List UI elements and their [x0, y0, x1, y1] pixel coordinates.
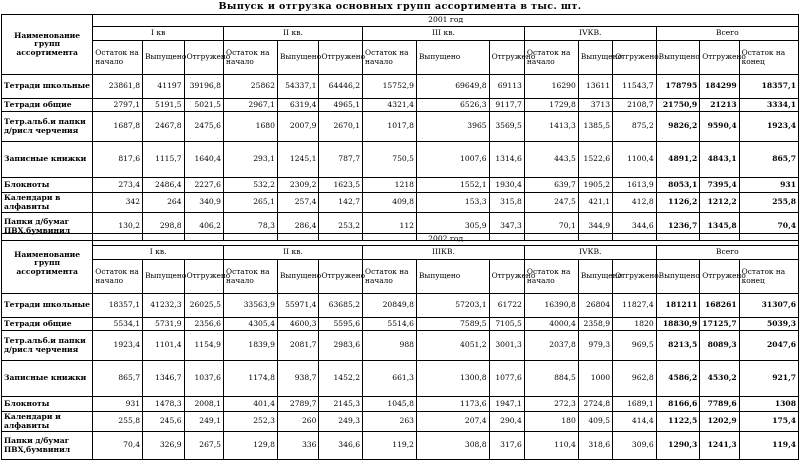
quarter-header-1: I кв.	[93, 246, 224, 260]
value-cell: 1820	[613, 318, 657, 331]
total-cell: 4586,2	[656, 361, 700, 397]
data-table-2002	[1, 233, 799, 460]
value-cell: 61722	[489, 294, 524, 318]
subcolumn-header: Остаток на начало	[363, 260, 417, 294]
value-cell: 2486,4	[143, 178, 185, 193]
value-cell: 414,4	[613, 412, 657, 432]
value-cell: 41197	[143, 75, 185, 99]
total-cell: 1923,4	[739, 112, 798, 142]
value-cell: 15752,9	[363, 75, 417, 99]
row-label: Записные книжки	[2, 142, 93, 178]
value-cell: 1905,2	[578, 178, 612, 193]
subcolumn-header: Отгружено	[613, 41, 657, 75]
value-cell: 142,7	[319, 193, 363, 213]
value-cell: 1413,3	[524, 112, 578, 142]
value-cell: 326,9	[143, 432, 185, 460]
value-cell: 2475,6	[184, 112, 223, 142]
value-cell: 865,7	[93, 361, 143, 397]
total-cell: 18830,9	[656, 318, 700, 331]
value-cell: 112	[363, 213, 417, 241]
value-cell: 1077,6	[489, 361, 524, 397]
value-cell: 336	[277, 432, 319, 460]
subcolumn-header: Выпущено	[143, 260, 185, 294]
total-cell: 21213	[700, 99, 739, 112]
table-row-school-notebooks	[2, 75, 799, 99]
value-cell: 1174,8	[224, 361, 278, 397]
table-row-notepads	[2, 178, 799, 193]
subcolumn-header: Отгружено	[184, 260, 223, 294]
total-cell: 178795	[656, 75, 700, 99]
value-cell: 257,4	[277, 193, 319, 213]
value-cell: 20849,8	[363, 294, 417, 318]
value-cell: 1115,7	[143, 142, 185, 178]
value-cell: 1623,5	[319, 178, 363, 193]
value-cell: 661,3	[363, 361, 417, 397]
value-cell: 342	[93, 193, 143, 213]
header-row-quarters	[2, 27, 799, 41]
value-cell: 16290	[524, 75, 578, 99]
value-cell: 1101,4	[143, 331, 185, 361]
header-row-subcolumns	[2, 41, 799, 75]
value-cell: 5595,6	[319, 318, 363, 331]
value-cell: 3965	[417, 112, 490, 142]
total-header: Всего	[656, 246, 798, 260]
value-cell: 69649,8	[417, 75, 490, 99]
value-cell: 245,6	[143, 412, 185, 432]
value-cell: 265,1	[224, 193, 278, 213]
total-cell: 921,7	[739, 361, 798, 397]
value-cell: 1245,1	[277, 142, 319, 178]
row-label: Тетради школьные	[2, 294, 93, 318]
total-cell: 255,8	[739, 193, 798, 213]
subcolumn-header: Остаток на начало	[93, 260, 143, 294]
value-cell: 9117,7	[489, 99, 524, 112]
value-cell: 1385,5	[578, 112, 612, 142]
subcolumn-header: Отгружено	[613, 260, 657, 294]
total-cell: 4530,2	[700, 361, 739, 397]
value-cell: 26025,5	[184, 294, 223, 318]
header-row-year	[2, 15, 799, 27]
subcolumn-header: Выпущено	[417, 260, 490, 294]
value-cell: 2227,6	[184, 178, 223, 193]
total-cell: 184299	[700, 75, 739, 99]
value-cell: 2797,1	[93, 99, 143, 112]
total-cell: 4891,2	[656, 142, 700, 178]
row-label: Тетради общие	[2, 99, 93, 112]
subcolumn-header: Отгружено	[319, 260, 363, 294]
total-cell: 8089,3	[700, 331, 739, 361]
value-cell: 110,4	[524, 432, 578, 460]
value-cell: 1613,9	[613, 178, 657, 193]
total-cell: 7789,6	[700, 397, 739, 412]
value-cell: 18357,1	[93, 294, 143, 318]
quarter-header-1: I кв	[93, 27, 224, 41]
header-row-subcolumns	[2, 260, 799, 294]
value-cell: 750,5	[363, 142, 417, 178]
value-cell: 70,4	[93, 432, 143, 460]
value-cell: 260	[277, 412, 319, 432]
value-cell: 1000	[578, 361, 612, 397]
value-cell: 33563,9	[224, 294, 278, 318]
value-cell: 1522,6	[578, 142, 612, 178]
row-label: Блокноты	[2, 397, 93, 412]
value-cell: 969,5	[613, 331, 657, 361]
total-cell: 7395,4	[700, 178, 739, 193]
total-cell: 931	[739, 178, 798, 193]
value-cell: 5514,6	[363, 318, 417, 331]
quarter-header-3: III кв.	[363, 27, 525, 41]
value-cell: 931	[93, 397, 143, 412]
quarter-header-2: II кв.	[224, 27, 363, 41]
value-cell: 1930,4	[489, 178, 524, 193]
value-cell: 129,8	[224, 432, 278, 460]
value-cell: 249,1	[184, 412, 223, 432]
value-cell: 247,5	[524, 193, 578, 213]
total-cell: 8166,6	[656, 397, 700, 412]
row-label: Календари и алфавиты	[2, 412, 93, 432]
value-cell: 317,6	[489, 432, 524, 460]
value-cell: 23861,8	[93, 75, 143, 99]
value-cell: 2724,8	[578, 397, 612, 412]
subcolumn-header: Остаток на начало	[524, 41, 578, 75]
value-cell: 988	[363, 331, 417, 361]
value-cell: 1300,8	[417, 361, 490, 397]
value-cell: 639,7	[524, 178, 578, 193]
total-cell: 9590,4	[700, 112, 739, 142]
quarter-header-2: II кв.	[224, 246, 363, 260]
value-cell: 5534,1	[93, 318, 143, 331]
value-cell: 11827,4	[613, 294, 657, 318]
subcolumn-header: Отгружено	[489, 260, 524, 294]
value-cell: 7589,5	[417, 318, 490, 331]
total-cell: 5039,3	[739, 318, 798, 331]
subcolumn-header: Отгружено	[489, 41, 524, 75]
value-cell: 41232,3	[143, 294, 185, 318]
value-cell: 180	[524, 412, 578, 432]
value-cell: 1640,4	[184, 142, 223, 178]
column-header-name: Наименование групп ассортимента	[2, 234, 93, 294]
total-header: Всего	[656, 27, 798, 41]
value-cell: 70,1	[524, 213, 578, 241]
header-row-year	[2, 234, 799, 246]
value-cell: 55971,4	[277, 294, 319, 318]
total-cell: 31307,6	[739, 294, 798, 318]
value-cell: 406,2	[184, 213, 223, 241]
value-cell: 875,2	[613, 112, 657, 142]
value-cell: 119,2	[363, 432, 417, 460]
value-cell: 2145,3	[319, 397, 363, 412]
value-cell: 25862	[224, 75, 278, 99]
value-cell: 412,8	[613, 193, 657, 213]
value-cell: 1346,7	[143, 361, 185, 397]
quarter-header-3: IIIКВ.	[363, 246, 525, 260]
value-cell: 13611	[578, 75, 612, 99]
value-cell: 1173,6	[417, 397, 490, 412]
total-cell: 21750,9	[656, 99, 700, 112]
value-cell: 4305,4	[224, 318, 278, 331]
subcolumn-header: Выпущено	[143, 41, 185, 75]
value-cell: 249,3	[319, 412, 363, 432]
value-cell: 2356,6	[184, 318, 223, 331]
value-cell: 3001,3	[489, 331, 524, 361]
value-cell: 979,3	[578, 331, 612, 361]
value-cell: 26804	[578, 294, 612, 318]
value-cell: 1687,8	[93, 112, 143, 142]
value-cell: 207,4	[417, 412, 490, 432]
value-cell: 255,8	[93, 412, 143, 432]
subcolumn-header: Остаток на начало	[224, 41, 278, 75]
total-cell: 119,4	[739, 432, 798, 460]
value-cell: 2037,8	[524, 331, 578, 361]
value-cell: 4600,3	[277, 318, 319, 331]
value-cell: 272,3	[524, 397, 578, 412]
value-cell: 2081,7	[277, 331, 319, 361]
table-row-general-notebooks	[2, 318, 799, 331]
total-subcolumn-header: Остаток на конец	[739, 41, 798, 75]
value-cell: 6319,4	[277, 99, 319, 112]
value-cell: 286,4	[277, 213, 319, 241]
value-cell: 1923,4	[93, 331, 143, 361]
value-cell: 6526,3	[417, 99, 490, 112]
value-cell: 344,6	[613, 213, 657, 241]
subcolumn-header: Выпущено	[578, 41, 612, 75]
subcolumn-header: Выпущено	[277, 41, 319, 75]
value-cell: 267,5	[184, 432, 223, 460]
total-cell: 2047,6	[739, 331, 798, 361]
value-cell: 7105,5	[489, 318, 524, 331]
value-cell: 2789,7	[277, 397, 319, 412]
table-row-calendars-alphabets	[2, 412, 799, 432]
value-cell: 4051,2	[417, 331, 490, 361]
total-cell: 1290,3	[656, 432, 700, 460]
total-subcolumn-header: Отгружено	[700, 260, 739, 294]
year-label: 2001 год	[93, 15, 799, 27]
row-label: Записные книжки	[2, 361, 93, 397]
value-cell: 1947,1	[489, 397, 524, 412]
row-label: Блокноты	[2, 178, 93, 193]
table-row-school-notebooks	[2, 294, 799, 318]
value-cell: 39196,8	[184, 75, 223, 99]
value-cell: 290,4	[489, 412, 524, 432]
subcolumn-header: Остаток на начало	[93, 41, 143, 75]
total-cell: 4843,1	[700, 142, 739, 178]
total-cell: 1345,8	[700, 213, 739, 241]
value-cell: 1100,4	[613, 142, 657, 178]
subcolumn-header: Остаток на начало	[524, 260, 578, 294]
value-cell: 57203,1	[417, 294, 490, 318]
value-cell: 347,3	[489, 213, 524, 241]
total-subcolumn-header: Выпущено	[656, 41, 700, 75]
value-cell: 305,9	[417, 213, 490, 241]
total-cell: 181211	[656, 294, 700, 318]
value-cell: 1839,9	[224, 331, 278, 361]
total-subcolumn-header: Выпущено	[656, 260, 700, 294]
row-label: Календари в алфавиты	[2, 193, 93, 213]
value-cell: 2467,8	[143, 112, 185, 142]
subcolumn-header: Остаток на начало	[224, 260, 278, 294]
value-cell: 4965,1	[319, 99, 363, 112]
value-cell: 409,5	[578, 412, 612, 432]
value-cell: 5021,5	[184, 99, 223, 112]
value-cell: 1478,3	[143, 397, 185, 412]
value-cell: 1017,8	[363, 112, 417, 142]
total-subcolumn-header: Отгружено	[700, 41, 739, 75]
year-label: 2002 год	[93, 234, 799, 246]
value-cell: 2008,1	[184, 397, 223, 412]
row-label: Тетради школьные	[2, 75, 93, 99]
value-cell: 298,8	[143, 213, 185, 241]
value-cell: 443,5	[524, 142, 578, 178]
subcolumn-header: Остаток на начало	[363, 41, 417, 75]
value-cell: 1045,8	[363, 397, 417, 412]
quarter-header-4: IVКВ.	[524, 246, 656, 260]
value-cell: 1037,6	[184, 361, 223, 397]
row-label: Тетр.альб.и папки д/рисл черчения	[2, 331, 93, 361]
value-cell: 2967,1	[224, 99, 278, 112]
subcolumn-header: Выпущено	[277, 260, 319, 294]
value-cell: 1452,2	[319, 361, 363, 397]
value-cell: 153,3	[417, 193, 490, 213]
value-cell: 421,1	[578, 193, 612, 213]
total-cell: 18357,1	[739, 75, 798, 99]
value-cell: 252,3	[224, 412, 278, 432]
total-cell: 1126,2	[656, 193, 700, 213]
value-cell: 344,9	[578, 213, 612, 241]
row-label: Папки д/бумаг ПВХ,бумвинил	[2, 213, 93, 241]
value-cell: 1007,6	[417, 142, 490, 178]
total-cell: 865,7	[739, 142, 798, 178]
value-cell: 315,8	[489, 193, 524, 213]
value-cell: 69113	[489, 75, 524, 99]
total-cell: 1236,7	[656, 213, 700, 241]
value-cell: 4000,4	[524, 318, 578, 331]
value-cell: 962,8	[613, 361, 657, 397]
value-cell: 340,9	[184, 193, 223, 213]
value-cell: 4321,4	[363, 99, 417, 112]
value-cell: 2309,2	[277, 178, 319, 193]
total-cell: 8053,1	[656, 178, 700, 193]
value-cell: 884,5	[524, 361, 578, 397]
value-cell: 2007,9	[277, 112, 319, 142]
table-row-notepads	[2, 397, 799, 412]
row-label: Тетради общие	[2, 318, 93, 331]
table-row-pvc-folders	[2, 432, 799, 460]
value-cell: 2670,1	[319, 112, 363, 142]
value-cell: 1729,8	[524, 99, 578, 112]
value-cell: 401,4	[224, 397, 278, 412]
row-label: Тетр.альб.и папки д/рисл черчения	[2, 112, 93, 142]
table-row-albums-drawing-folders	[2, 112, 799, 142]
header-row-quarters	[2, 246, 799, 260]
total-cell: 175,4	[739, 412, 798, 432]
subcolumn-header: Выпущено	[417, 41, 490, 75]
total-cell: 1212,2	[700, 193, 739, 213]
table-row-notebooks-address	[2, 361, 799, 397]
subcolumn-header: Отгружено	[319, 41, 363, 75]
value-cell: 1689,1	[613, 397, 657, 412]
value-cell: 938,7	[277, 361, 319, 397]
total-cell: 17125,7	[700, 318, 739, 331]
quarter-header-4: IVКВ.	[524, 27, 656, 41]
value-cell: 64446,2	[319, 75, 363, 99]
value-cell: 63685,2	[319, 294, 363, 318]
value-cell: 263	[363, 412, 417, 432]
value-cell: 1314,6	[489, 142, 524, 178]
total-cell: 70,4	[739, 213, 798, 241]
column-header-name: Наименование групп ассортимента	[2, 15, 93, 75]
value-cell: 787,7	[319, 142, 363, 178]
value-cell: 11543,7	[613, 75, 657, 99]
subcolumn-header: Отгружено	[184, 41, 223, 75]
value-cell: 3569,5	[489, 112, 524, 142]
table-row-general-notebooks	[2, 99, 799, 112]
value-cell: 318,6	[578, 432, 612, 460]
value-cell: 54337,1	[277, 75, 319, 99]
value-cell: 293,1	[224, 142, 278, 178]
value-cell: 1552,1	[417, 178, 490, 193]
value-cell: 264	[143, 193, 185, 213]
value-cell: 16390,8	[524, 294, 578, 318]
total-cell: 8213,5	[656, 331, 700, 361]
total-cell: 1122,5	[656, 412, 700, 432]
value-cell: 78,3	[224, 213, 278, 241]
subcolumn-header: Выпущено	[578, 260, 612, 294]
value-cell: 309,6	[613, 432, 657, 460]
value-cell: 532,2	[224, 178, 278, 193]
value-cell: 5191,5	[143, 99, 185, 112]
total-cell: 1202,9	[700, 412, 739, 432]
total-cell: 168261	[700, 294, 739, 318]
table-row-albums-drawing-folders	[2, 331, 799, 361]
total-cell: 1308	[739, 397, 798, 412]
value-cell: 273,4	[93, 178, 143, 193]
value-cell: 817,6	[93, 142, 143, 178]
value-cell: 5731,9	[143, 318, 185, 331]
table-row-calendars-alphabets	[2, 193, 799, 213]
value-cell: 130,2	[93, 213, 143, 241]
value-cell: 1218	[363, 178, 417, 193]
table-row-notebooks-address	[2, 142, 799, 178]
page-title: Выпуск и отгрузка основных групп ассортимента в тыс. шт.	[218, 1, 582, 12]
total-cell: 9826,2	[656, 112, 700, 142]
value-cell: 1154,9	[184, 331, 223, 361]
total-subcolumn-header: Остаток на конец	[739, 260, 798, 294]
data-table-2001	[1, 14, 799, 241]
value-cell: 308,8	[417, 432, 490, 460]
value-cell: 253,2	[319, 213, 363, 241]
row-label: Папки д/бумаг ПВХ,бумвинил	[2, 432, 93, 460]
value-cell: 3713	[578, 99, 612, 112]
value-cell: 2358,9	[578, 318, 612, 331]
value-cell: 409,8	[363, 193, 417, 213]
value-cell: 2108,7	[613, 99, 657, 112]
value-cell: 346,6	[319, 432, 363, 460]
total-cell: 1241,3	[700, 432, 739, 460]
value-cell: 1680	[224, 112, 278, 142]
total-cell: 3334,1	[739, 99, 798, 112]
value-cell: 2983,6	[319, 331, 363, 361]
